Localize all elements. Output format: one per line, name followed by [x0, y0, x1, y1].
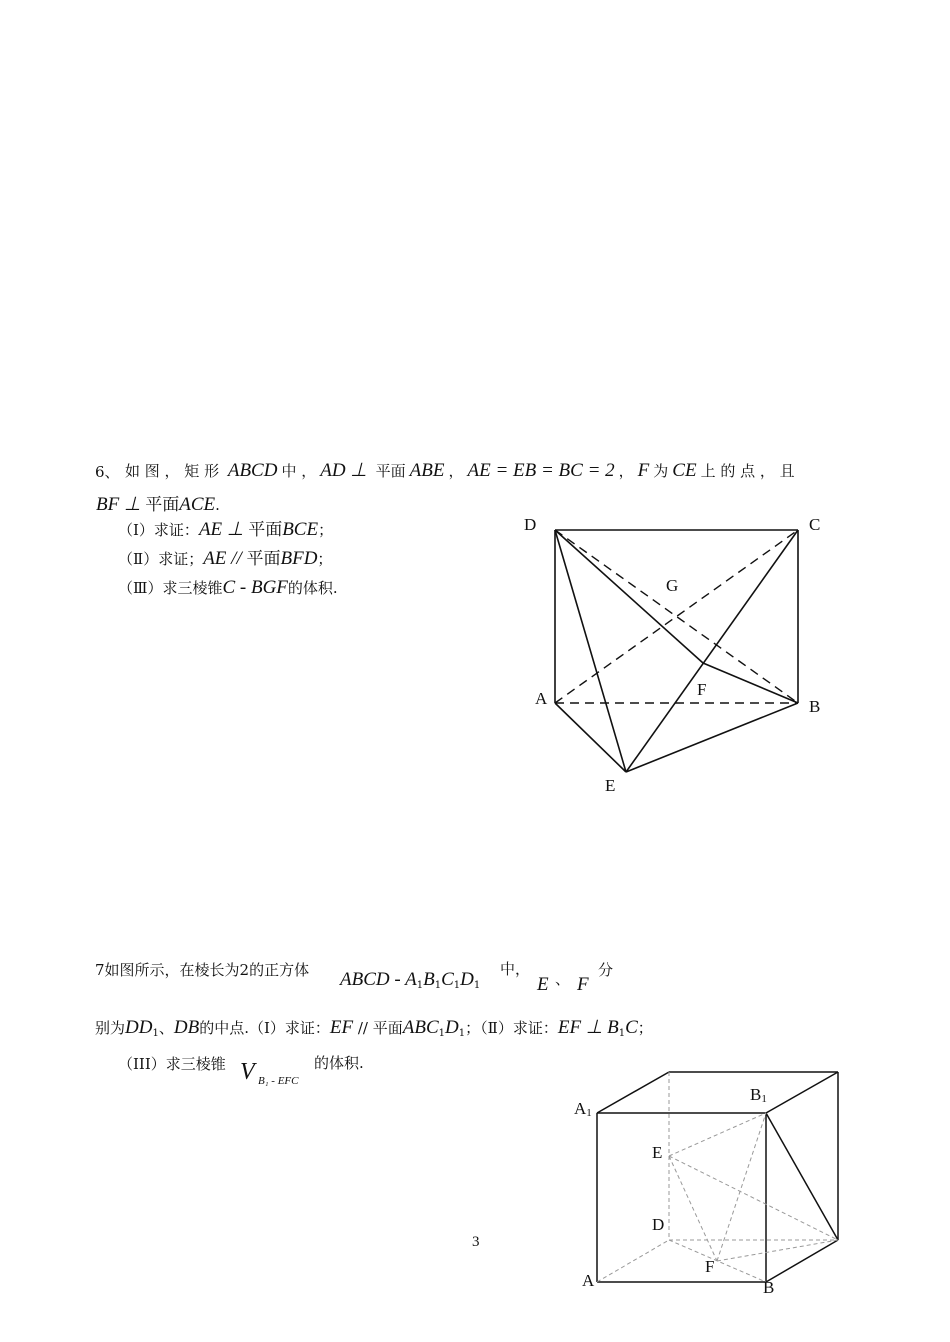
label-A: A: [535, 689, 548, 708]
text-segment: ，: [448, 462, 464, 480]
cube-name-c: C: [441, 969, 454, 990]
math-segment: AE = EB = BC = 2: [467, 460, 615, 481]
hidden-line: [669, 1240, 766, 1282]
label-E: E: [652, 1143, 663, 1162]
math-bf-perp: BF ⊥: [96, 494, 146, 515]
p7-q2: ；（Ⅱ）求证：: [465, 1019, 558, 1037]
period: .: [215, 496, 220, 514]
label-G: G: [666, 576, 679, 595]
label-A1: A1: [574, 1099, 592, 1119]
p7-dun2: 、: [158, 1019, 174, 1037]
p7-dun: 、: [555, 970, 571, 988]
edge-b1c: [766, 1113, 838, 1240]
p7-end: ；: [637, 1019, 653, 1037]
q2-math-b: BFD: [280, 548, 318, 569]
hidden-line: [669, 1156, 717, 1261]
cube-name-a: ABCD - A: [340, 969, 417, 990]
problem6-number: 6、: [95, 463, 120, 481]
q1-math-b: BCE: [282, 519, 319, 540]
text-segment: 中 ，: [281, 462, 317, 480]
math-segment: ABE: [409, 460, 445, 481]
q1-label: （Ⅰ）求证：: [118, 521, 199, 539]
q1-plane: 平面: [248, 520, 283, 540]
p7-par: // 平面: [353, 1019, 403, 1037]
hidden-line: [669, 1156, 838, 1240]
p7-q3-end: 的体积.: [314, 1054, 364, 1072]
p7-volume-V: V: [240, 1059, 255, 1085]
sub: 1: [152, 1028, 159, 1039]
q2-plane: 平面: [246, 549, 281, 569]
p7-number: 7: [95, 961, 105, 979]
q2-label: （Ⅱ）求证；: [118, 550, 204, 568]
sub: 1: [434, 980, 442, 991]
q3-math: C - BGF: [222, 577, 288, 598]
label-D: D: [652, 1215, 665, 1234]
p7-fen: 分: [598, 961, 614, 979]
q2-end: ；: [317, 550, 333, 568]
p7-line1-text: 如图所示，在棱长为2的正方体: [104, 961, 310, 979]
cube-name-b: B: [423, 969, 435, 990]
q1-math-a: AE ⊥: [198, 519, 249, 540]
math-ace: ACE: [179, 494, 216, 515]
hidden-line: [669, 1113, 766, 1156]
math-segment: AD ⊥: [320, 460, 372, 481]
p7-abc: ABC: [402, 1017, 439, 1038]
hidden-edge: [597, 1240, 669, 1282]
p7-perp: ⊥ B: [581, 1017, 619, 1038]
label-E: E: [605, 776, 616, 795]
label-D: D: [524, 515, 537, 534]
q2-math-a: AE //: [203, 548, 247, 569]
p7-d: D: [445, 1017, 459, 1038]
q3-end: 的体积.: [287, 579, 338, 597]
p7-ef: EF: [329, 1017, 354, 1038]
sub: 1: [458, 1028, 466, 1039]
p7-volume-sub: B₁ - EFC: [258, 1075, 299, 1087]
label-B: B: [763, 1278, 775, 1297]
p7-c: C: [625, 1017, 638, 1038]
q3-label: （Ⅲ）求三棱锥: [118, 579, 223, 597]
page-number: 3: [472, 1234, 480, 1250]
p7-q3-label: （III）求三棱锥: [118, 1055, 226, 1073]
p7-ef2: EF: [557, 1017, 582, 1038]
sub: 1: [453, 980, 461, 991]
label-F: F: [705, 1257, 715, 1276]
math-segment: ABCD: [227, 460, 278, 481]
sub: 1: [618, 1028, 626, 1039]
plane-word: 平面: [145, 495, 180, 515]
p7-mid: 的中点.（Ⅰ）求证：: [199, 1019, 330, 1037]
label-C: C: [809, 515, 821, 534]
p7-db: DB: [173, 1017, 200, 1038]
label-F: F: [697, 680, 707, 699]
math-segment: F: [637, 460, 650, 481]
sub: 1: [473, 980, 481, 991]
p7-zhong: 中，: [500, 960, 531, 978]
label-B1: B1: [750, 1085, 767, 1105]
cube-name-d: D: [460, 969, 474, 990]
cube-edge: [766, 1072, 838, 1113]
text-segment: 平面: [375, 462, 406, 480]
p7-bie: 别为: [95, 1019, 126, 1037]
math-segment: CE: [672, 460, 697, 481]
hidden-line: [717, 1113, 766, 1261]
p7-E: E: [537, 974, 549, 995]
label-A: A: [582, 1271, 595, 1290]
q1-end: ；: [318, 521, 334, 539]
text-segment: 为: [653, 462, 669, 480]
p7-F: F: [577, 974, 589, 995]
p7-dd: DD: [125, 1017, 153, 1038]
text-segment: ，: [618, 462, 634, 480]
sub: 1: [438, 1028, 446, 1039]
cube-edge: [597, 1072, 669, 1113]
text-segment: 如 图 ， 矩 形: [125, 462, 224, 480]
label-B: B: [809, 697, 821, 716]
text-segment: 上 的 点 ， 且: [700, 462, 795, 480]
sub: 1: [416, 980, 424, 991]
